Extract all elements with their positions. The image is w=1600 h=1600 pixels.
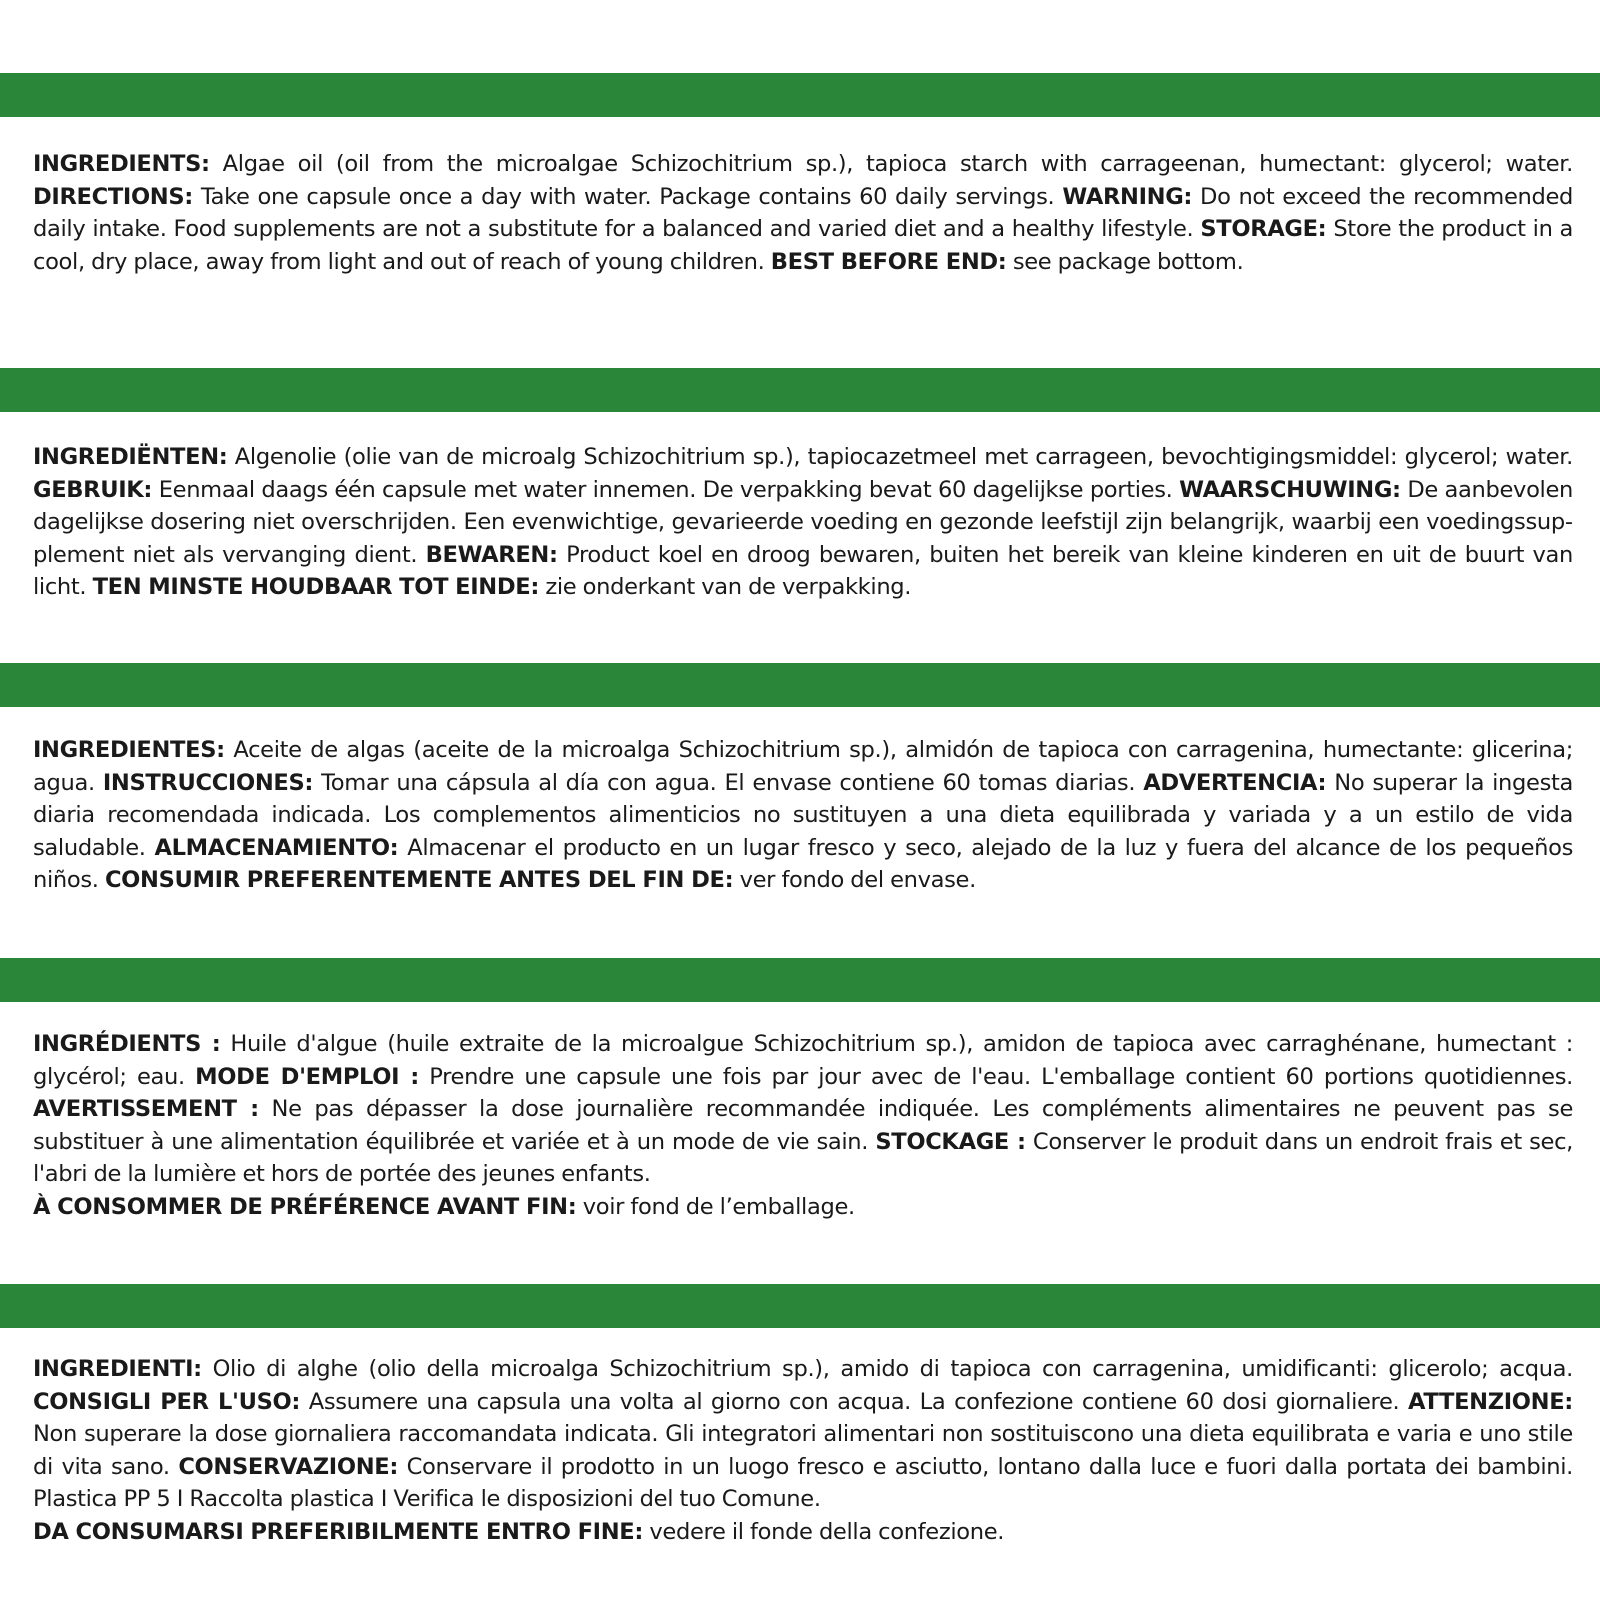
warning-section: WAARSCHUWING: De aanbevolen dagelijkse dosering niet overschrijden. Een evenwichtige, gevarieerde voeding en gezonde leefstijl zijn belangrijk, waarbij een voedingssupplement niet als vervanging dient. [33,476,1573,568]
best-before-section: TEN MINSTE HOUDBAAR TOT EINDE: zie onderkant van de verpakking. [92,574,912,601]
warning-section: AVERTISSEMENT : Ne pas dépasser la dose journalière recommandée indiquée. Les compléments alimentaires ne peuvent pas se substituer à une alimentation équilibrée et variée et à un mode de vie sain. [33,1096,1573,1155]
ingredients-section: INGRÉDIENTS : Huile d'algue (huile extraite de la microalgue Schizochitrium sp.), amidon de tapioca avec carraghénane, humectant : glycérol; eau. [33,1031,1573,1090]
best-before-section: CONSUMIR PREFERENTEMENTE ANTES DEL FIN DE: ver fondo del envase. [104,867,976,894]
green-band-4 [0,958,1600,1002]
storage-section: BEWAREN: Product koel en droog bewaren, buiten het bereik van kleine kinderen en uit de buurt van licht. [33,541,1574,601]
best-before-section: À CONSOMMER DE PRÉFÉRENCE AVANT FIN: voir fond de l’emballage. [33,1193,855,1220]
directions-section: INSTRUCCIONES: Tomar una cápsula al día con agua. El envase contiene 60 tomas diarias. [102,769,1144,796]
directions-section: CONSIGLI PER L'USO: Assumere una capsula una volta al giorno con acqua. La confezione contiene 60 dosi giornaliere. [33,1388,1409,1415]
ingredients-section: INGREDIËNTEN: Algenolie (olie van de microalg Schizochitrium sp.), tapiocazetmeel met carrageen, bevochtigingsmiddel: glycerol; water. [33,444,1573,470]
best-before-section: BEST BEFORE END: see package bottom. [770,248,1244,275]
text-block-italian [33,1353,1573,1549]
ingredients-section: INGREDIENTES: Aceite de algas (aceite de la microalga Schizochitrium sp.), almidón de tapioca con carragenina, humectante: glicerina; agua. [33,737,1573,796]
text-block-english [33,148,1573,278]
ingredients-section: INGREDIENTS: Algae oil (oil from the microalgae Schizochitrium sp.), tapioca starch with carrageenan, humectant: glycerol; water. [33,151,1573,177]
storage-section: ALMACENAMIENTO: Almacenar el producto en un lugar fresco y seco, alejado de la luz y fuera del alcance de los pequeños niños. [33,834,1573,894]
warning-section: ADVERTENCIA: No superar la ingesta diaria recomendada indicada. Los complementos alimenticios no sustituyen a una dieta equilibrada y variada y a un estilo de vida saludable. [33,769,1573,861]
directions-section: MODE D'EMPLOI : Prendre une capsule une fois par jour avec de l'eau. L'emballage contient 60 portions quotidiennes. [195,1063,1573,1090]
text-block-spanish [33,734,1573,897]
warning-section: ATTENZIONE: Non superare la dose giornaliera raccomandata indicata. Gli integratori alimentari non sostituiscono una dieta equilibrata e varia e uno stile di vita sano. [33,1388,1573,1480]
green-band-3 [0,663,1600,707]
green-band-1 [0,73,1600,117]
text-block-dutch [33,441,1573,604]
green-band-2 [0,368,1600,412]
ingredients-section: INGREDIENTI: Olio di alghe (olio della microalga Schizochitrium sp.), amido di tapioca con carragenina, umidificanti: glicerolo; acqua. [33,1356,1573,1382]
text-block-french [33,1028,1573,1224]
warning-section: WARNING: Do not exceed the recommended daily intake. Food supplements are not a substitute for a balanced and varied diet and a healthy lifestyle. [33,183,1574,243]
green-band-5 [0,1284,1600,1328]
storage-section: STOCKAGE : Conserver le produit dans un endroit frais et sec, l'abri de la lumière et hors de portée des jeunes enfants. [33,1128,1573,1188]
storage-section: CONSERVAZIONE: Conservare il prodotto in un luogo fresco e asciutto, lontano dalla luce e fuori dalla portata dei bambini. Plastica PP 5 I Raccolta plastica I Verifica le disposizioni del tuo Comune. [33,1453,1573,1513]
best-before-section: DA CONSUMARSI PREFERIBILMENTE ENTRO FINE: vedere il fonde della confezione. [33,1518,1005,1545]
directions-section: DIRECTIONS: Take one capsule once a day with water. Package contains 60 daily servings. [33,183,1063,210]
storage-section: STORAGE: Store the product in a cool, dry place, away from light and out of reach of young children. [33,216,1574,275]
directions-section: GEBRUIK: Eenmaal daags één capsule met water innemen. De verpakking bevat 60 dagelijkse porties. [33,476,1180,503]
